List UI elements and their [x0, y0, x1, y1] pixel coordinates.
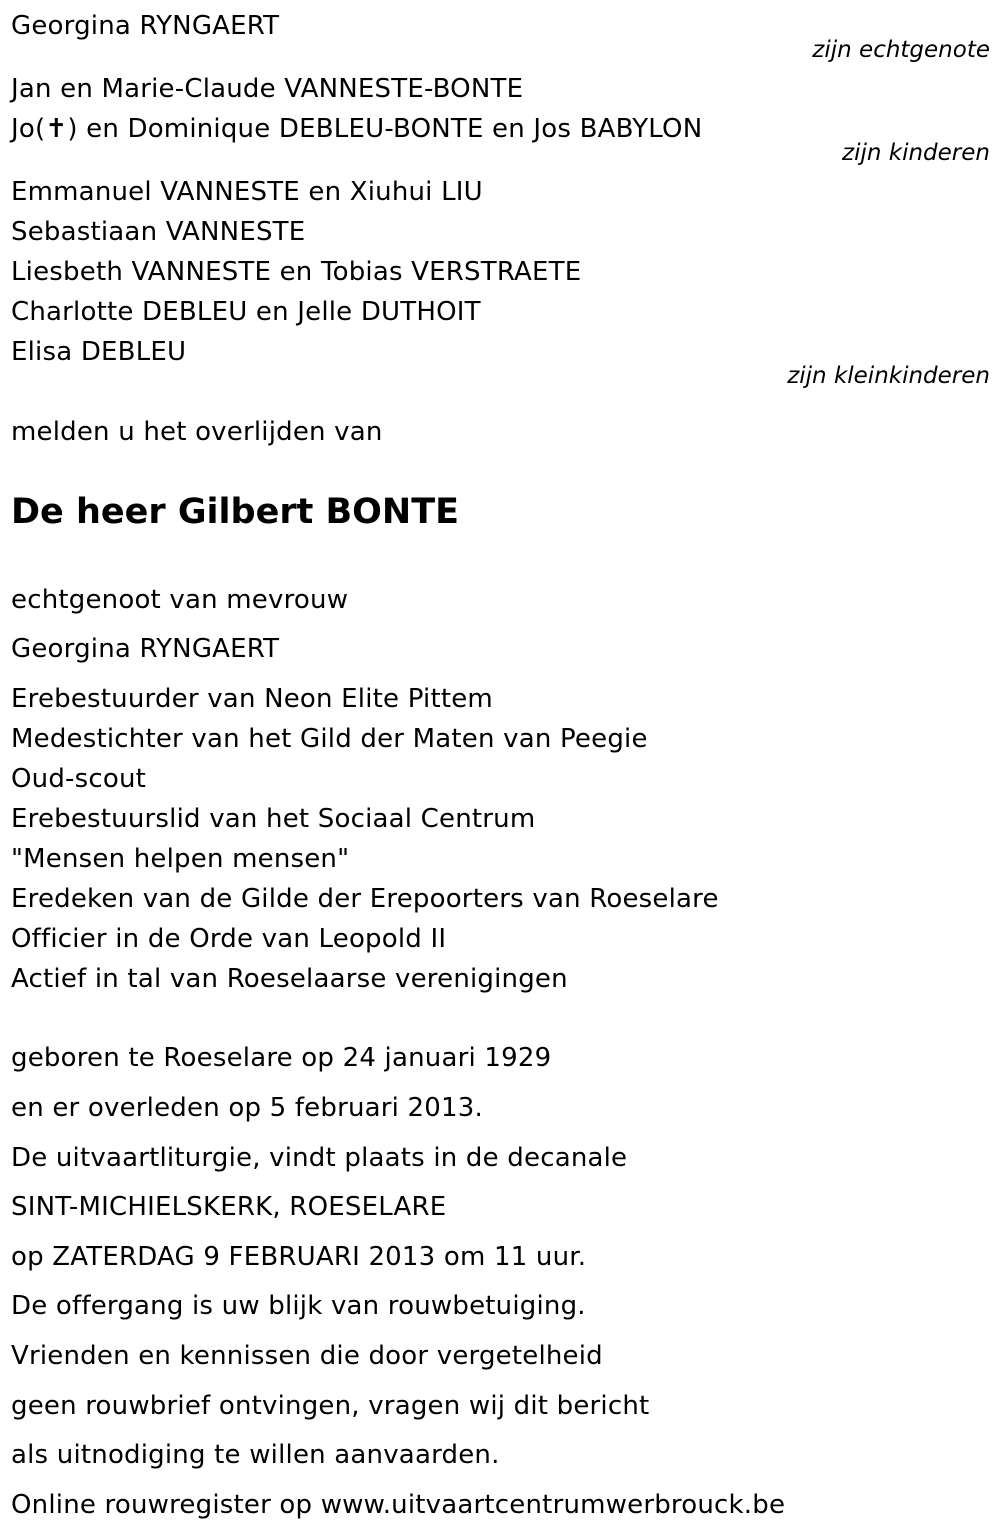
spouse-role: zijn echtgenote	[812, 37, 990, 63]
detail-line: op ZATERDAG 9 FEBRUARI 2013 om 11 uur.	[11, 1242, 587, 1272]
title-line: Oud-scout	[11, 764, 147, 794]
detail-line: als uitnodiging te willen aanvaarden.	[11, 1440, 500, 1470]
deceased-name: De heer Gilbert BONTE	[11, 492, 460, 532]
spouse-name: Georgina RYNGAERT	[11, 11, 280, 41]
detail-line: De uitvaartliturgie, vindt plaats in de decanale	[11, 1143, 628, 1173]
children-role: zijn kinderen	[842, 140, 990, 166]
title-line: "Mensen helpen mensen"	[11, 844, 350, 874]
grandchild-line: Charlotte DEBLEU en Jelle DUTHOIT	[11, 297, 481, 327]
detail-line: geboren te Roeselare op 24 januari 1929	[11, 1043, 552, 1073]
spouse-of-label: echtgenoot van mevrouw	[11, 585, 349, 615]
child-line	[11, 113, 702, 145]
detail-line: geen rouwbrief ontvingen, vragen wij dit bericht	[11, 1391, 650, 1421]
title-line: Medestichter van het Gild der Maten van Peegie	[11, 724, 648, 754]
announce-text: melden u het overlijden van	[11, 417, 383, 447]
grandchild-line: Liesbeth VANNESTE en Tobias VERSTRAETE	[11, 257, 582, 287]
cross-icon: ✝	[45, 114, 68, 144]
title-line: Actief in tal van Roeselaarse verenigingen	[11, 964, 568, 994]
grandchild-line: Sebastiaan VANNESTE	[11, 217, 306, 247]
grandchildren-role: zijn kleinkinderen	[787, 363, 990, 389]
title-line: Erebestuurder van Neon Elite Pittem	[11, 684, 493, 714]
detail-line: SINT-MICHIELSKERK, ROESELARE	[11, 1192, 447, 1222]
detail-line: Vrienden en kennissen die door vergetelheid	[11, 1341, 603, 1371]
child-line: Jan en Marie-Claude VANNESTE-BONTE	[11, 74, 524, 104]
detail-line: en er overleden op 5 februari 2013.	[11, 1093, 483, 1123]
child-line-start: Jo(	[11, 114, 46, 144]
title-line: Eredeken van de Gilde der Erepoorters van Roeselare	[11, 884, 719, 914]
spouse-of-name: Georgina RYNGAERT	[11, 634, 280, 664]
online-register-line: Online rouwregister op www.uitvaartcentrumwerbrouck.be	[11, 1490, 786, 1520]
detail-line: De offergang is uw blijk van rouwbetuiging.	[11, 1291, 586, 1321]
grandchild-line: Emmanuel VANNESTE en Xiuhui LIU	[11, 177, 483, 207]
title-line: Officier in de Orde van Leopold II	[11, 924, 447, 954]
child-line-end: ) en Dominique DEBLEU-BONTE en Jos BABYLON	[67, 114, 703, 144]
grandchild-line: Elisa DEBLEU	[11, 337, 187, 367]
title-line: Erebestuurslid van het Sociaal Centrum	[11, 804, 536, 834]
